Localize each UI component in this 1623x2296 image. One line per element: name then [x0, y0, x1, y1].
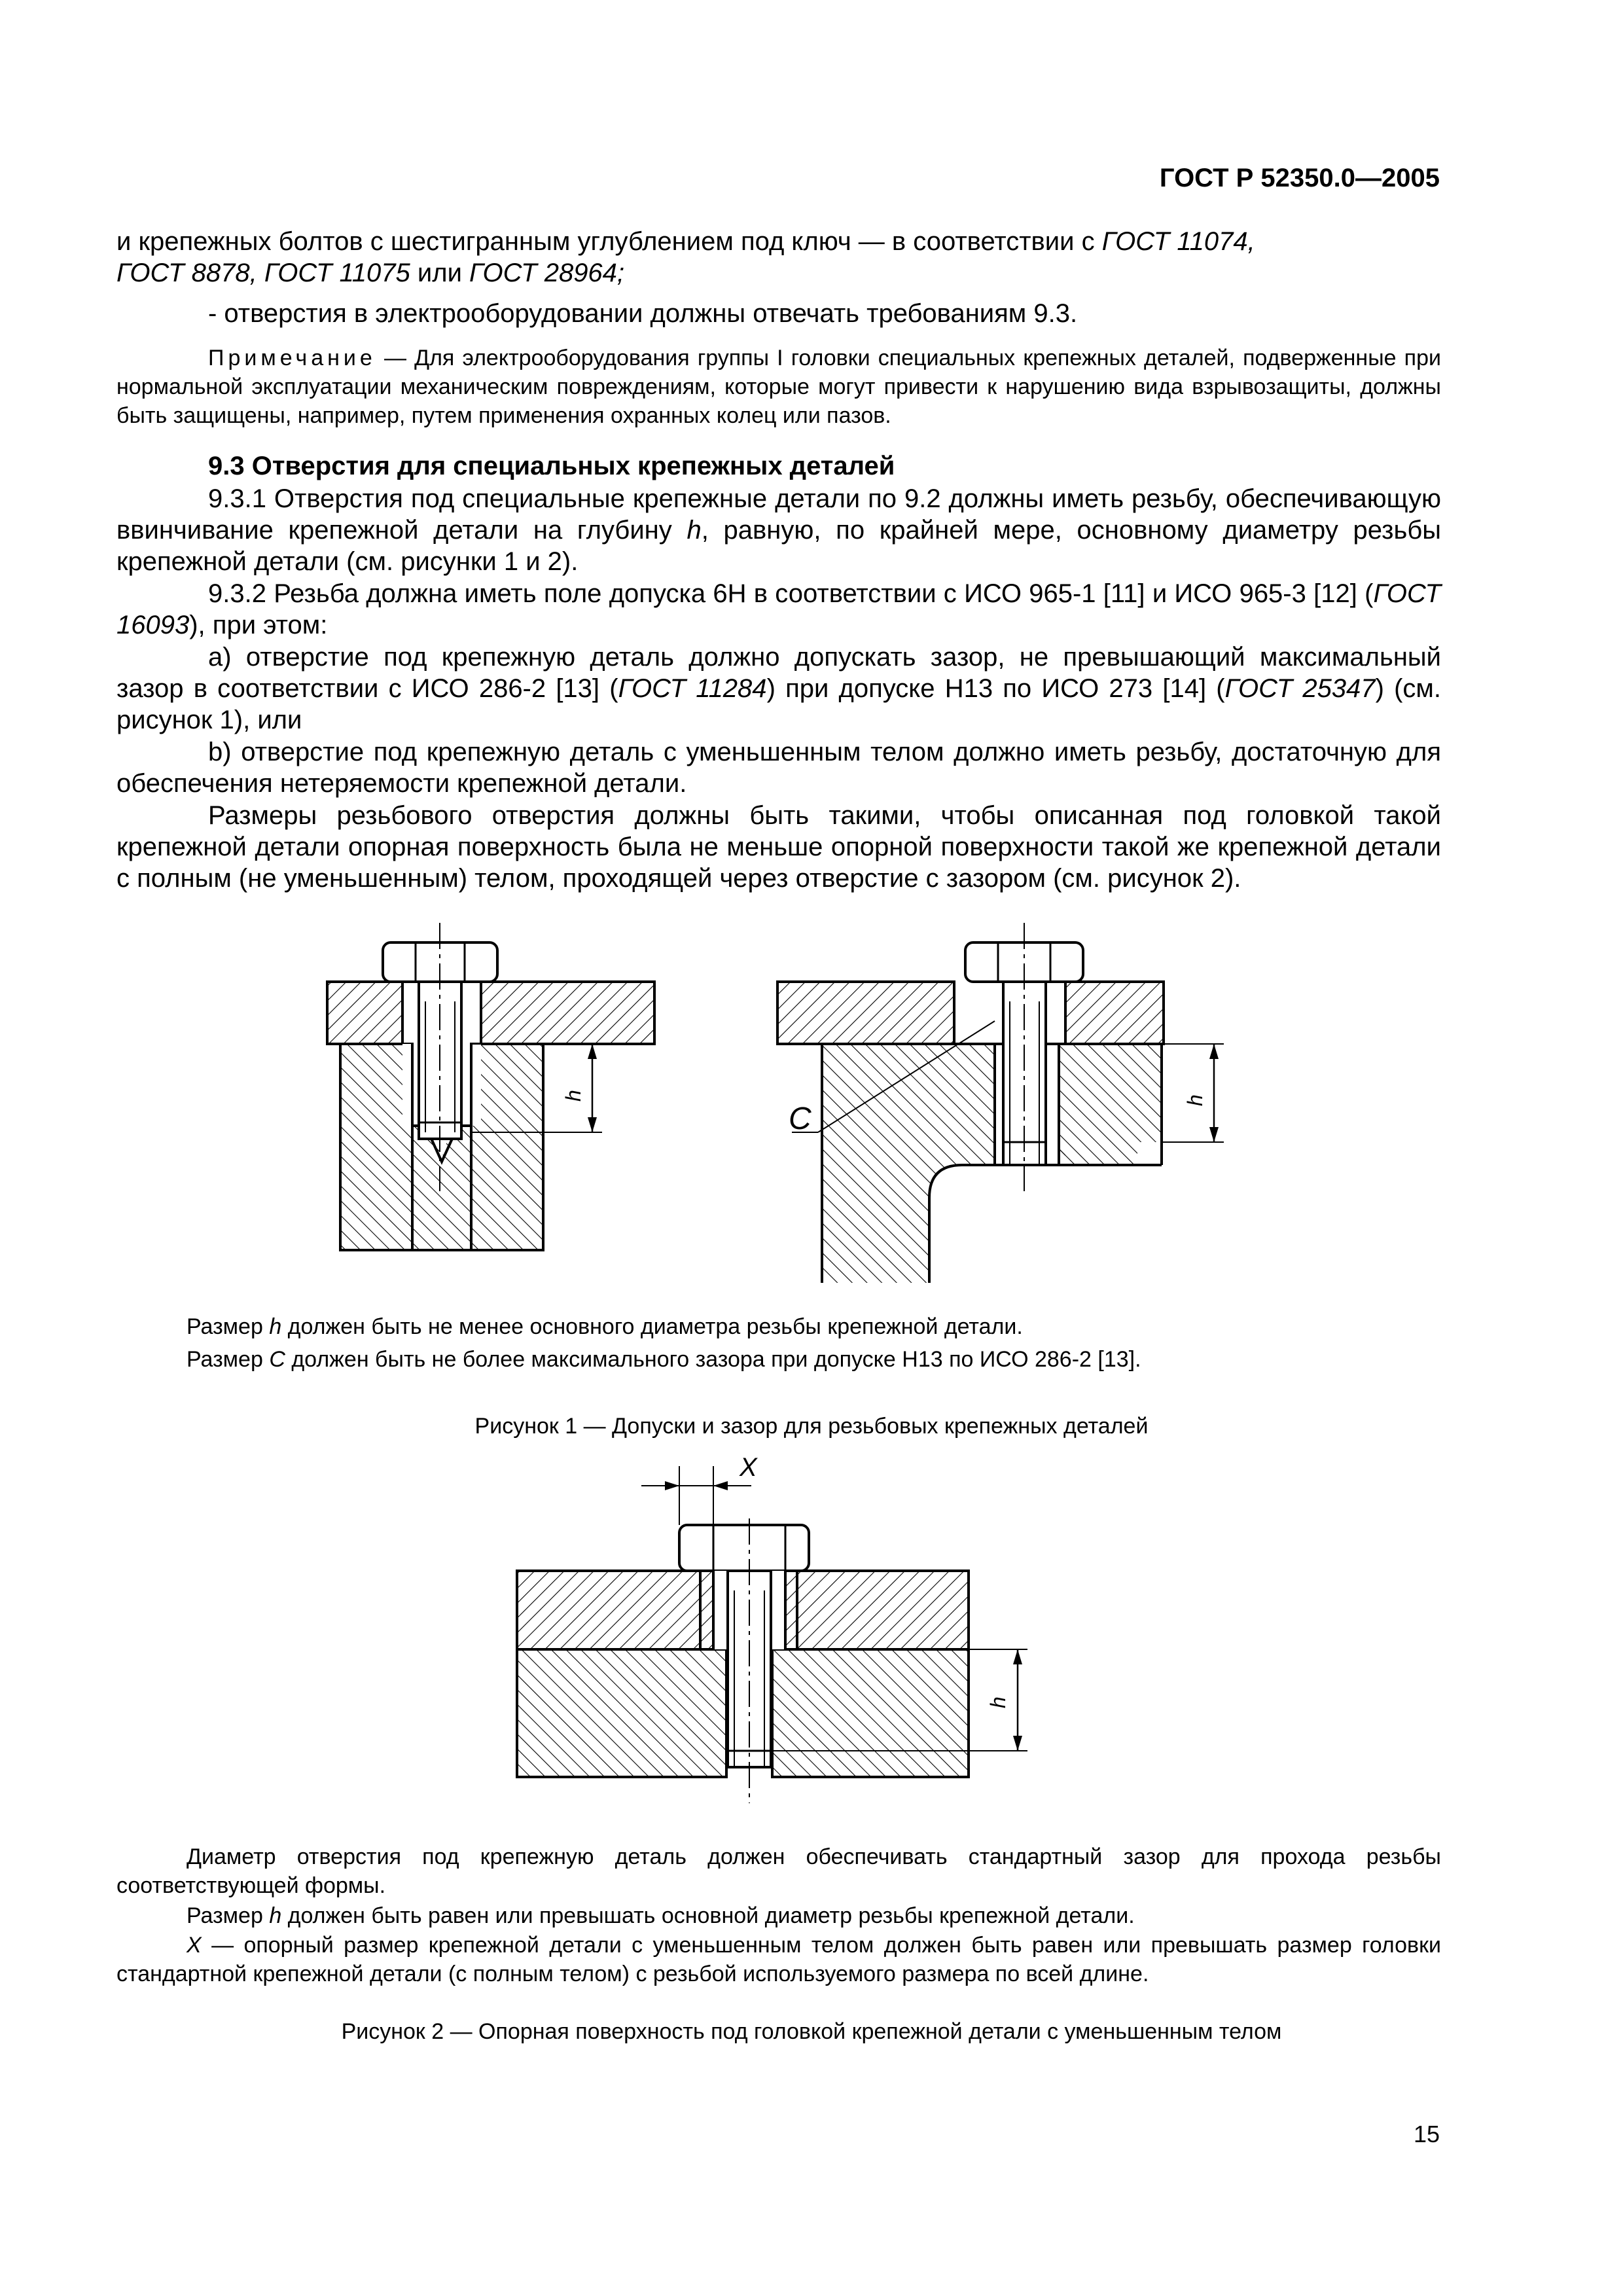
text-run: или: [410, 259, 470, 287]
section-heading: 9.3 Отверстия для специальных крепежных деталей: [208, 452, 895, 480]
text-run: ), при этом:: [189, 611, 328, 639]
list-item-b: b) отверстие под крепежную деталь с уменьшенным телом должно иметь резьбу, достаточную для обеспечения нетеряемости крепежной детали.: [116, 738, 1441, 798]
standard-ref: ГОСТ 16093: [116, 579, 1441, 639]
symbol-h: h: [269, 1903, 282, 1928]
text-run: Размер: [187, 1903, 270, 1928]
text-run: и крепежных болтов с шестигранным углублением под ключ — в соответствии с: [116, 227, 1102, 256]
text-run: ) при допуске H13 по ИСО 273 [14] (: [766, 674, 1225, 703]
text-run: должен быть не более максимального зазора при допуске H13 по ИСО 286-2 [13].: [285, 1347, 1141, 1372]
figure-2-drawing: [510, 1446, 1010, 1813]
figure-2-caption-diameter: Диаметр отверстия под крепежную деталь должен обеспечивать стандартный зазор для прохода резьбы соответствующей формы.: [116, 1844, 1441, 1898]
paragraph-9-3-2: [116, 578, 1441, 641]
text-run: должен быть равен или превышать основной диаметр резьбы крепежной детали.: [281, 1903, 1135, 1928]
note-block: [116, 344, 1441, 430]
symbol-h: h: [269, 1314, 282, 1339]
figure-1-drawing: [308, 916, 1207, 1283]
standard-ref: ГОСТ 11284: [618, 674, 767, 703]
standard-ref: ГОСТ 28964;: [469, 259, 625, 287]
standard-ref: ГОСТ 25347: [1224, 674, 1376, 703]
text-run: ) (см. рисунок 1), или: [116, 674, 1442, 734]
symbol-c: C: [269, 1347, 285, 1372]
paragraph-9-3-1: [116, 483, 1441, 577]
list-item-a: [116, 641, 1441, 736]
paragraph-holes-requirement: - отверстия в электрооборудовании должны отвечать требованиям 9.3.: [208, 299, 1078, 328]
figure-1-left-assembly: [327, 923, 654, 1250]
symbol-h: h: [687, 516, 702, 545]
text-run: — опорный размер крепежной детали с уменьшенным телом должен быть равен или превышать размер головки стандартной крепежной детали (с полным телом) с резьбой используемого размера по всей длине.: [116, 1933, 1441, 1986]
section-title-9-3: [116, 450, 1441, 482]
document-id: ГОСТ Р 52350.0—2005: [1159, 164, 1440, 192]
figure-1-right-assembly: [777, 923, 1224, 1283]
page-number: 15: [1413, 2121, 1440, 2147]
standard-ref: ГОСТ 8878, ГОСТ 11075: [116, 259, 410, 287]
symbol-x: X: [187, 1933, 202, 1958]
text-run: 9.3.2 Резьба должна иметь поле допуска 6H в соответствии с ИСО 965-1 [11] и ИСО 965-3 [12] (: [208, 579, 1374, 608]
text-run: 9.3.1 Отверстия под специальные крепежные детали по 9.2 должны иметь резьбу, обеспечивающую ввинчивание крепежной детали на глубину: [116, 484, 1441, 545]
figure-1-h-label-right: h: [1183, 1094, 1207, 1106]
paragraph-thread-sizes: Размеры резьбового отверстия должны быть такими, чтобы описанная под головкой такой крепежной детали опорная поверхность была не меньше опорной поверхности такой же крепежной детали с полным (не уменьшенным) телом, проходящей через отверстие с зазором (см. рисунок 2).: [116, 801, 1441, 893]
figure-1-title: Рисунок 1 — Допуски и зазор для резьбовых крепежных деталей: [474, 1414, 1149, 1439]
figure-2-caption-x: [116, 1931, 1441, 1988]
figure-2-title: Рисунок 2 — Опорная поверхность под головкой крепежной детали с уменьшенным телом: [341, 2019, 1282, 2044]
figure-2-h-label: h: [986, 1696, 1010, 1708]
standard-ref: ГОСТ 11074,: [1101, 227, 1255, 256]
text-run: должен быть не менее основного диаметра резьбы крепежной детали.: [281, 1314, 1023, 1339]
text-run: Размер: [187, 1347, 270, 1372]
figure-1-caption-c: [187, 1345, 1141, 1374]
text-run: , равную, по крайней мере, основному диаметру резьбы крепежной детали (см. рисунки 1 и 2).: [116, 516, 1441, 576]
figure-2-assembly: [517, 1466, 1027, 1803]
figure-2-x-label: X: [740, 1453, 757, 1482]
text-run: Размер: [187, 1314, 270, 1339]
text-run: а) отверстие под крепежную деталь должно допускать зазор, не превышающий максимальный зазор в соответствии с ИСО 286-2 [13] (: [116, 643, 1441, 703]
figure-1-c-label: C: [789, 1102, 812, 1136]
figure-1-h-label-left: h: [562, 1090, 585, 1102]
figure-1-caption-h: [187, 1312, 1023, 1341]
note-label: Примечание: [208, 346, 376, 370]
paragraph-fastener-standards: [116, 226, 1441, 289]
figure-2-caption-h: [187, 1901, 1135, 1930]
note-text: — Для электрооборудования группы I головки специальных крепежных деталей, подверженные при нормальной эксплуатации механическим повреждениям, которые могут привести к нарушению вида взрывозащиты, должны быть защищены, например, путем применения охранных колец или пазов.: [116, 346, 1441, 428]
